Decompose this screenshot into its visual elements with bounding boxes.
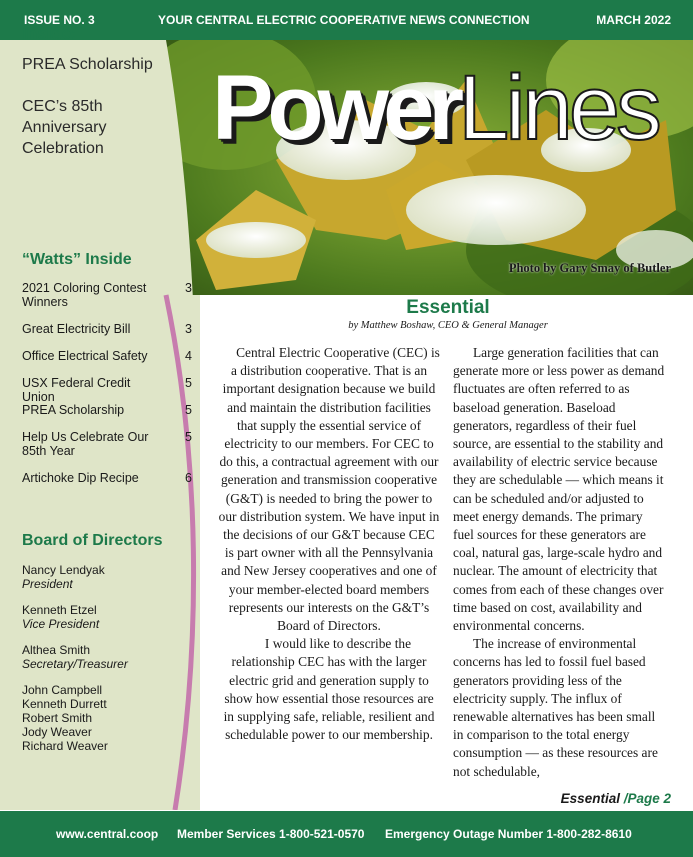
member-name: Nancy Lendyak <box>22 563 105 577</box>
toc-page: 5 <box>185 403 192 417</box>
toc-title: USX Federal Credit Union <box>22 376 131 404</box>
toc-row <box>22 281 192 322</box>
article-paragraph: The increase of environmental concerns has led to fossil fuel based generators providing less of the electricity supply. The influx of renewable alternatives has been small in comparison to the total energy consumption — as these resources are not schedulable, <box>453 636 658 779</box>
toc-row <box>22 471 192 498</box>
member-name: Robert Smith <box>22 711 93 725</box>
toc-row <box>22 376 192 403</box>
toc-title: Great Electricity Bill <box>22 322 131 336</box>
article-column-1 <box>218 344 440 744</box>
website-link[interactable]: www.central.coop <box>56 827 159 841</box>
toc-title: Office Electrical Safety <box>22 349 148 363</box>
continued-label: Essential <box>560 791 620 806</box>
watts-inside-heading: “Watts” Inside <box>22 251 132 268</box>
member-role: President <box>22 577 73 591</box>
toc-row <box>22 349 192 376</box>
member-role: Vice President <box>22 617 100 631</box>
toc-page: 4 <box>185 349 192 363</box>
toc-row <box>22 322 192 349</box>
continued-page: /Page 2 <box>623 791 671 806</box>
newsletter-tagline: YOUR CENTRAL ELECTRIC COOPERATIVE NEWS CONNECTION <box>158 13 530 27</box>
toc-title: PREA Scholarship <box>22 403 125 417</box>
masthead-title <box>212 57 659 159</box>
article-byline: by Matthew Boshaw, CEO & General Manager <box>348 320 548 331</box>
photo-credit: Photo by Gary Smay of Butler <box>508 261 671 275</box>
member-name: Althea Smith <box>22 643 91 657</box>
inside-heading: Inside: <box>22 24 77 43</box>
board-member <box>22 563 172 591</box>
toc-row <box>22 430 192 471</box>
board-others <box>22 683 172 753</box>
footer-banner <box>0 811 693 857</box>
member-name: Richard Weaver <box>22 739 108 753</box>
inside-item: PREA Scholarship <box>22 56 153 73</box>
article-paragraph: Central Electric Cooperative (CEC) is a distribution cooperative. That is an important designation because we build and maintain the distribution facilities that supply the essential service of electricity to our members. For CEC to do this, a contractual agreement with our generation and transmission cooperative (G&T) is needed to bring the power to our distribution system. We have input in the decisions of our G&T because CEC is part owner with all the Pennsylvania and New Jersey cooperatives and one of your member-elected board members represents our interests on the G&T’s Board of Directors. <box>218 345 440 634</box>
article-paragraph: I would like to describe the relationship CEC has with the larger electric grid and generation supply to show how essential those resources are in supplying safe, reliable, resilient and schedulable power to our membership. <box>223 636 435 743</box>
toc-title: Help Us Celebrate Our 85th Year <box>22 430 149 458</box>
continued-link[interactable] <box>561 791 671 806</box>
article-title: Essential <box>406 297 490 318</box>
masthead-power: Power <box>212 57 459 159</box>
issue-number: ISSUE NO. 3 <box>24 13 95 27</box>
member-role: Secretary/Treasurer <box>22 657 128 671</box>
outage-phone: Emergency Outage Number 1-800-282-8610 <box>385 827 632 841</box>
toc-page: 5 <box>185 430 192 444</box>
toc-title: Artichoke Dip Recipe <box>22 471 139 485</box>
toc-title: 2021 Coloring Contest Winners <box>22 281 147 309</box>
member-services-phone: Member Services 1-800-521-0570 <box>177 827 365 841</box>
toc-page: 6 <box>185 471 192 485</box>
toc-row <box>22 403 192 430</box>
masthead-lines: Lines <box>458 57 659 159</box>
top-banner <box>0 0 693 40</box>
board-member <box>22 603 172 631</box>
article-paragraph: Large generation facilities that can generate more or less power as demand fluctuates are often referred to as baseload generation. Baseload generators, regardless of their fuel source, are essential to the stability and availability of electric service because they are schedulable — which means it can be scheduled and/or adjusted to meet energy demands. The primary fuel sources for these generators are coal, natural gas, large-scale hydro and nuclear. The amount of electricity that comes from each of these changes over time based on cost, availability and environmental concerns. <box>453 345 665 634</box>
member-name: John Campbell <box>22 683 103 697</box>
toc-page: 3 <box>185 322 192 336</box>
board-list <box>22 563 172 753</box>
board-heading: Board of Directors <box>22 532 163 549</box>
inside-item: CEC’s 85th Anniversary Celebration <box>22 98 107 157</box>
member-name: Kenneth Etzel <box>22 603 97 617</box>
article-column-2 <box>453 344 665 781</box>
toc-page: 3 <box>185 281 192 295</box>
member-name: Jody Weaver <box>22 725 92 739</box>
member-name: Kenneth Durrett <box>22 697 107 711</box>
table-of-contents <box>22 281 192 498</box>
issue-date: MARCH 2022 <box>596 13 671 27</box>
board-member <box>22 643 172 671</box>
toc-page: 5 <box>185 376 192 390</box>
